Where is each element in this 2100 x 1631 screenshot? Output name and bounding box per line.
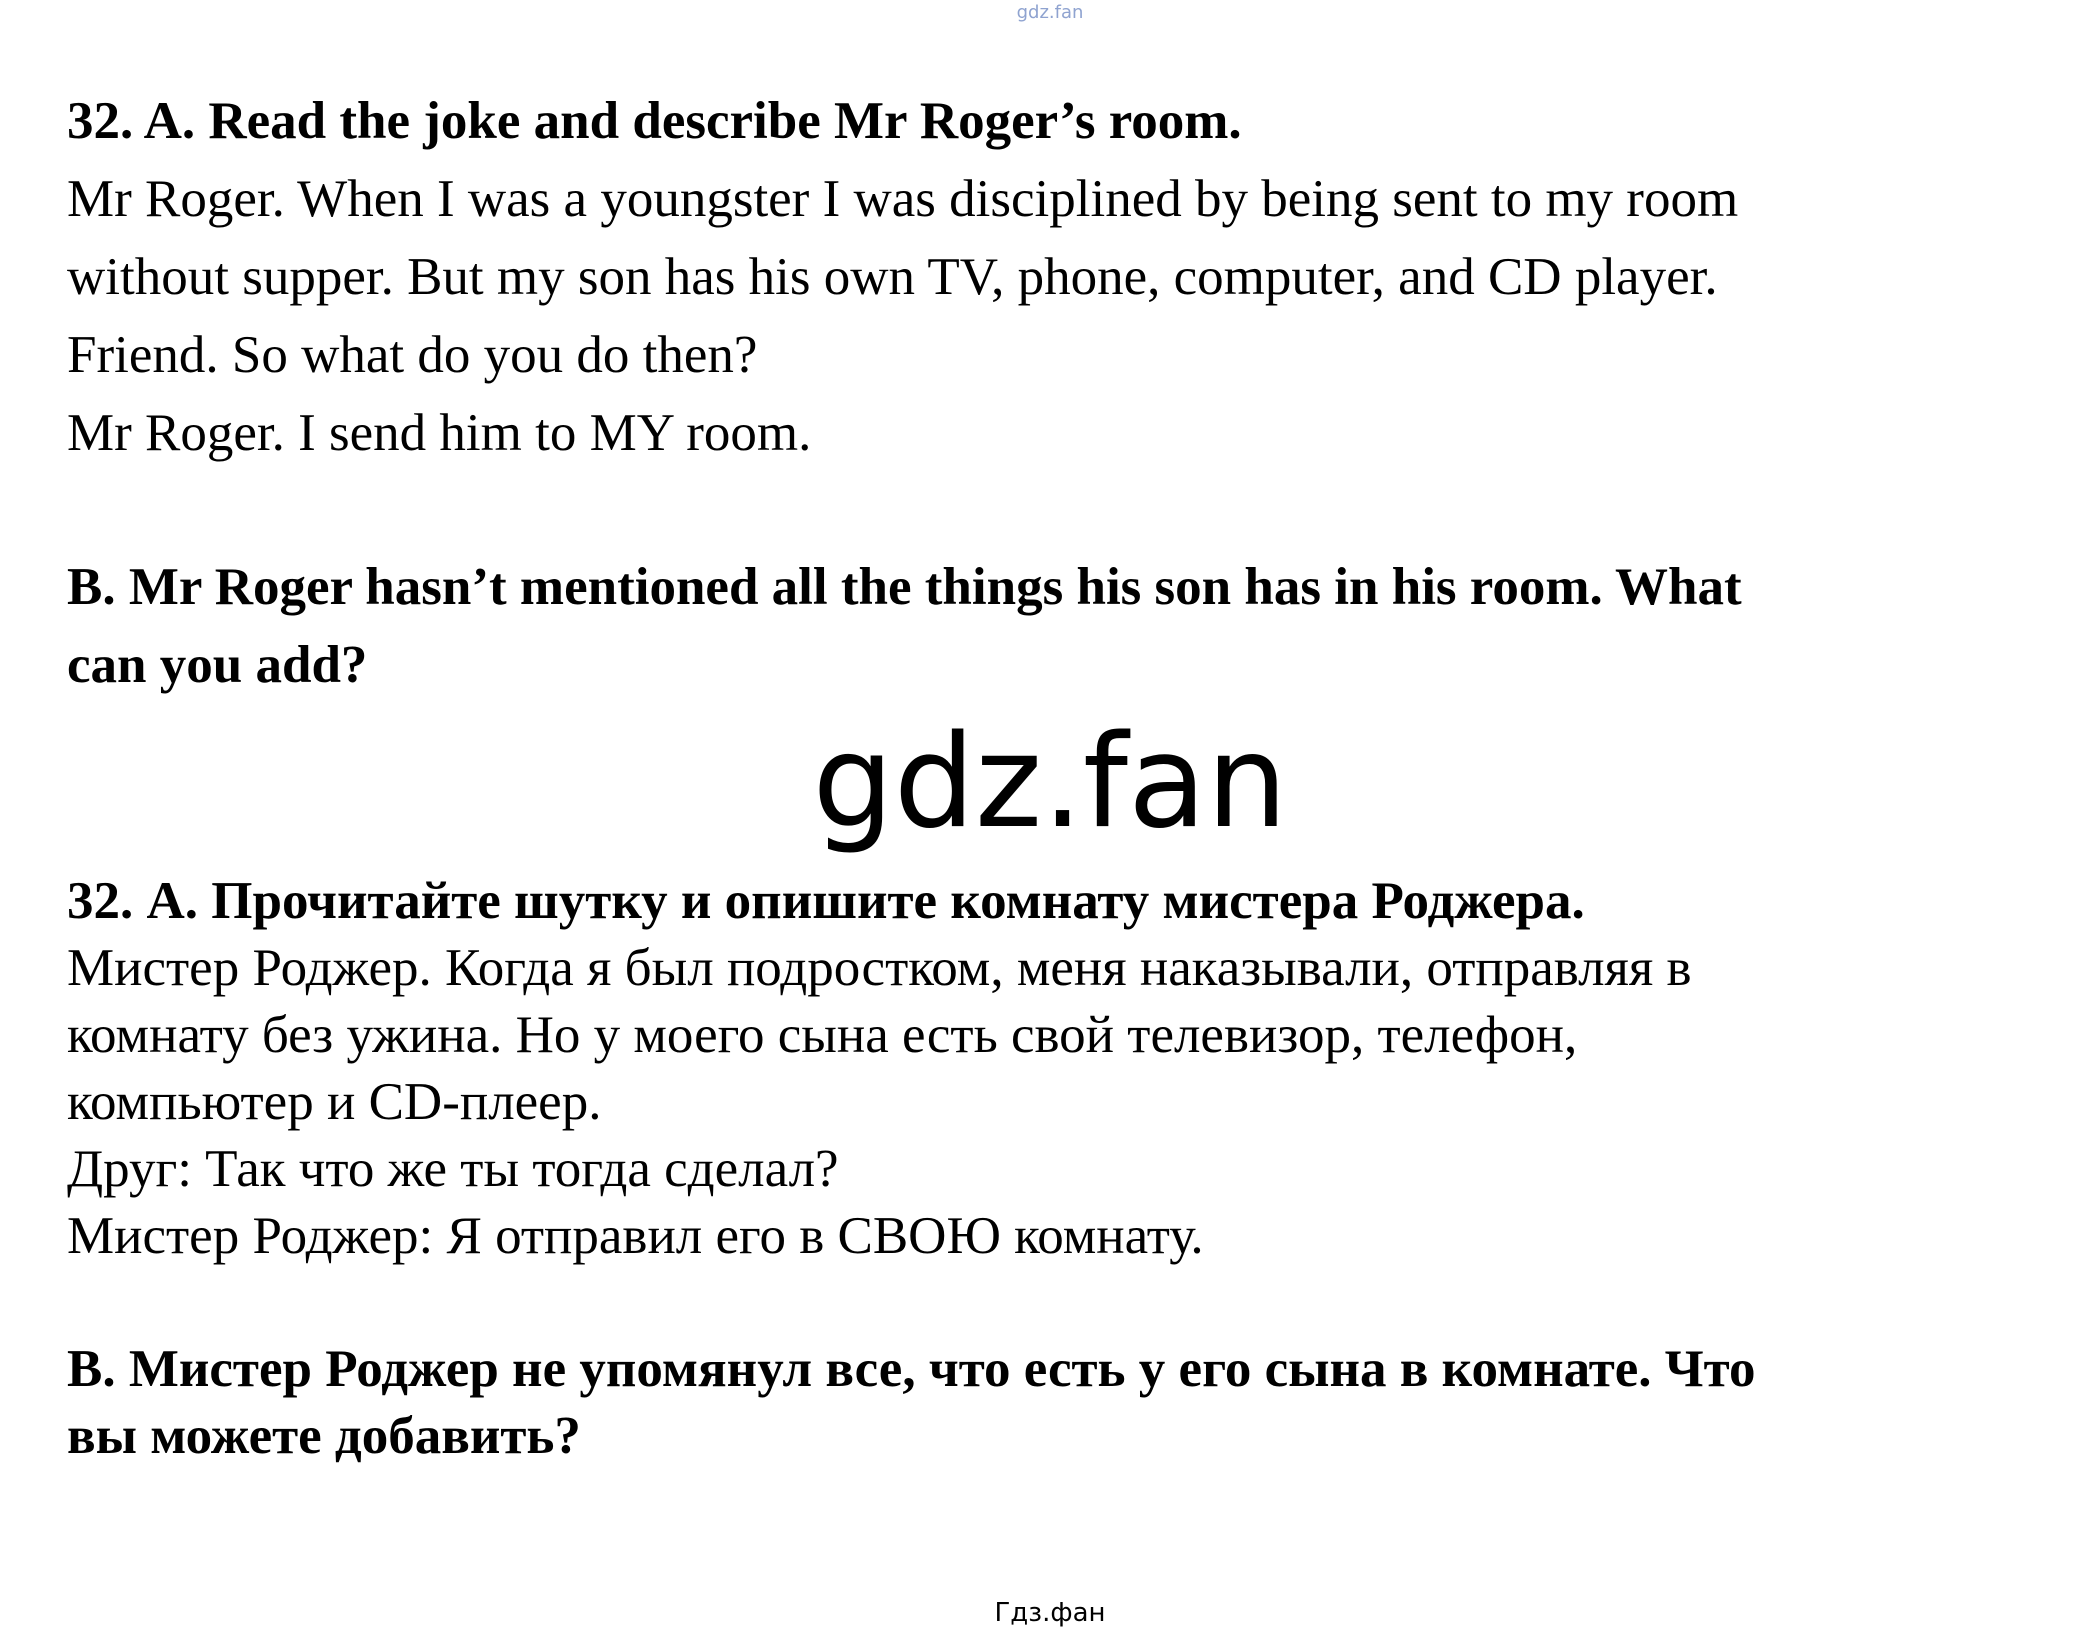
top-watermark: gdz.fan (1016, 2, 1084, 23)
russian-task-a (67, 868, 2057, 1270)
bottom-watermark: Гдз.фан (994, 1598, 1106, 1628)
english-task-a (67, 82, 2057, 472)
russian-task-b (67, 1336, 2057, 1470)
russian-joke-line: компьютер и CD-плеер. (67, 1073, 602, 1131)
english-task-b-line: B. Mr Roger hasn’t mentioned all the things his son has in his room. What (67, 558, 1742, 616)
russian-joke-line: Мистер Роджер: Я отправил его в СВОЮ комнату. (67, 1207, 1204, 1265)
english-task-b-line: can you add? (67, 636, 368, 694)
english-task-b (67, 548, 2057, 704)
russian-task-a-heading: 32. А. Прочитайте шутку и опишите комнату мистера Роджера. (67, 872, 1585, 930)
center-watermark: gdz.fan (812, 708, 1288, 857)
russian-task-b-line: B. Мистер Роджер не упомянул все, что есть у его сына в комнате. Что (67, 1340, 1756, 1398)
russian-joke-line: комнату без ужина. Но у моего сына есть свой телевизор, телефон, (67, 1006, 1578, 1064)
russian-task-b-line: вы можете добавить? (67, 1407, 581, 1465)
english-joke-line: Mr Roger. When I was a youngster I was disciplined by being sent to my room (67, 170, 1739, 228)
russian-joke-line: Мистер Роджер. Когда я был подростком, меня наказывали, отправляя в (67, 939, 1692, 997)
english-joke-line: Mr Roger. I send him to MY room. (67, 404, 812, 462)
english-joke-line: Friend. So what do you do then? (67, 326, 758, 384)
russian-joke-line: Друг: Так что же ты тогда сделал? (67, 1140, 839, 1198)
english-joke-line: without supper. But my son has his own TV, phone, computer, and CD player. (67, 248, 1718, 306)
english-task-a-heading: 32. A. Read the joke and describe Mr Roger’s room. (67, 92, 1242, 150)
